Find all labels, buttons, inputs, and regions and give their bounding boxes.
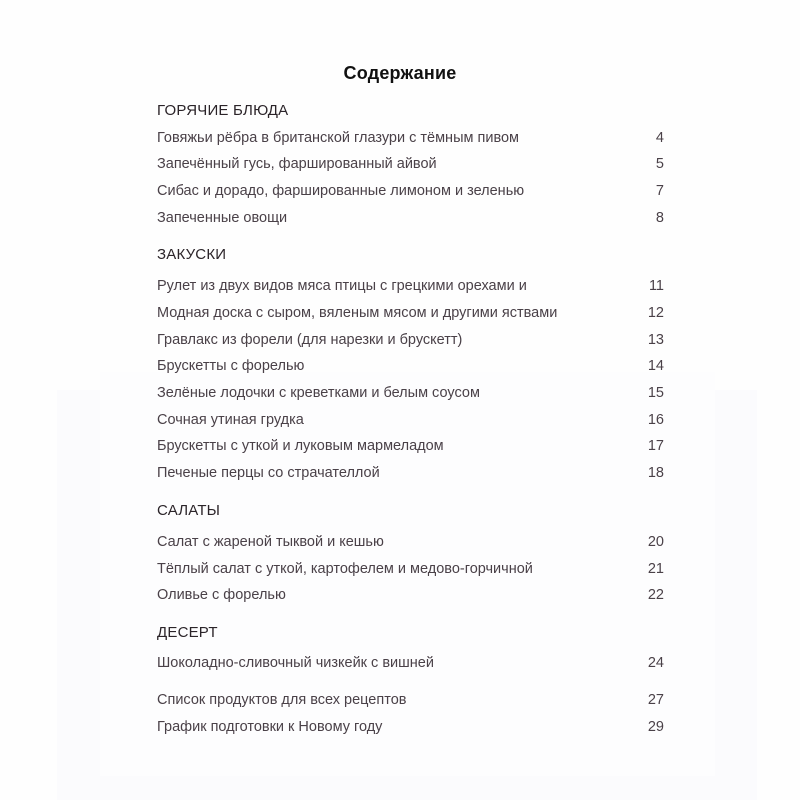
toc-entry[interactable] [157,210,664,226]
toc-entry-page: 4 [655,130,664,146]
toc-entry-label: Рулет из двух видов мяса птицы с грецкими орехами и [157,278,527,294]
toc-entry-label: Сибас и дорадо, фаршированные лимоном и зеленью [157,183,525,199]
toc-entry-page: 5 [655,156,664,172]
toc-entry-label: Тёплый салат с уткой, картофелем и медово-горчичной [157,561,533,577]
toc-entry-page: 22 [647,587,664,603]
toc-entry-label: Шоколадно-сливочный чизкейк с вишней [157,655,434,671]
page-title: Содержание [343,63,457,83]
toc-entry[interactable] [157,130,664,146]
toc-entry-page: 24 [647,655,664,671]
section-heading-salads: САЛАТЫ [157,502,221,519]
toc-entry[interactable] [157,156,664,172]
toc-entry[interactable] [157,305,664,321]
section-heading-hot-dishes: ГОРЯЧИЕ БЛЮДА [157,102,289,119]
toc-entry-page: 29 [647,719,664,735]
toc-entry-page: 16 [647,412,664,428]
toc-entry-label: Зелёные лодочки с креветками и белым соусом [157,385,480,401]
toc-entry[interactable] [157,438,664,454]
toc-entry-page: 20 [647,534,664,550]
toc-entry-page: 18 [647,465,664,481]
section-heading-dessert: ДЕСЕРТ [157,624,218,641]
toc-entry-label: Модная доска с сыром, вяленым мясом и другими яствами [157,305,558,321]
toc-entry[interactable] [157,561,664,577]
toc-entry-label: Оливье с форелью [157,587,286,603]
toc-entry[interactable] [157,465,664,481]
toc-entry-page: 21 [647,561,664,577]
toc-entry[interactable] [157,183,664,199]
toc-entry[interactable] [157,278,664,294]
toc-entry[interactable] [157,587,664,603]
toc-entry-page: 13 [647,332,664,348]
toc-entry-label: Список продуктов для всех рецептов [157,692,407,708]
toc-entry[interactable] [157,534,664,550]
toc-entry-label: Сочная утиная грудка [157,412,304,428]
toc-entry[interactable] [157,655,664,671]
toc-entry-label: Брускетты с форелью [157,358,305,374]
toc-entry-label: Запечённый гусь, фаршированный айвой [157,156,437,172]
toc-entry-label: Запеченные овощи [157,210,288,226]
toc-entry-label: Салат с жареной тыквой и кешью [157,534,384,550]
section-heading-appetizers: ЗАКУСКИ [157,246,227,263]
toc-entry-shopping-list[interactable] [157,692,664,708]
toc-entry-label: Гравлакс из форели (для нарезки и брускетт) [157,332,463,348]
toc-entry-page: 27 [647,692,664,708]
toc-entry-label: Говяжьи рёбра в британской глазури с тёмным пивом [157,130,520,146]
toc-entry-page: 12 [647,305,664,321]
toc-entry-label: Печеные перцы со страчателлой [157,465,380,481]
toc-entry-page: 17 [647,438,664,454]
toc-entry-label: Брускетты с уткой и луковым мармеладом [157,438,444,454]
toc-entry[interactable] [157,332,664,348]
toc-entry[interactable] [157,358,664,374]
toc-entry-page: 14 [647,358,664,374]
toc-entry-page: 8 [655,210,664,226]
toc-entry-label: График подготовки к Новому году [157,719,383,735]
toc-entry-page: 7 [655,183,664,199]
toc-entry-page: 11 [648,278,664,294]
toc-entry[interactable] [157,412,664,428]
toc-entry-prep-schedule[interactable] [157,719,664,735]
toc-entry-page: 15 [647,385,664,401]
toc-entry[interactable] [157,385,664,401]
